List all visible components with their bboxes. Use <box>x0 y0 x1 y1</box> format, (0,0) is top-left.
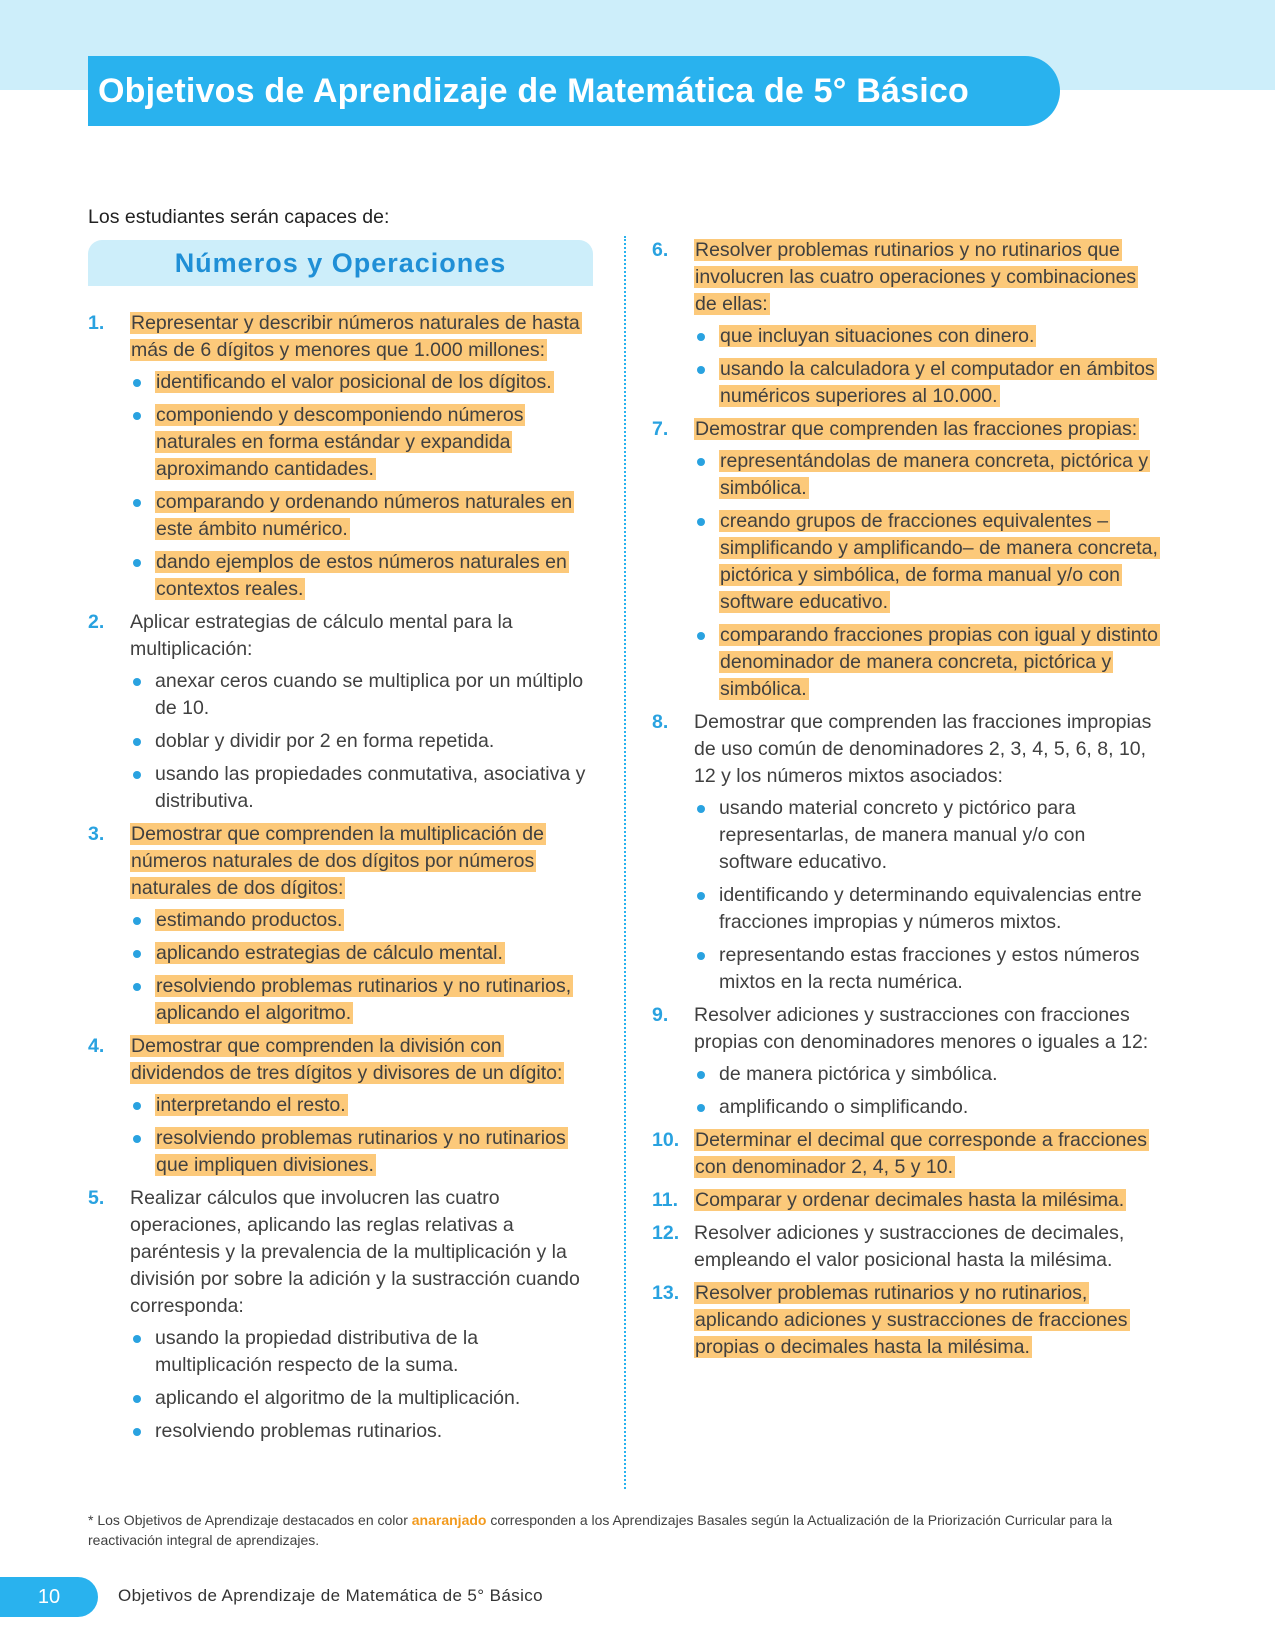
bullet-text: estimando productos. <box>156 909 343 931</box>
objective-item <box>652 1127 1162 1181</box>
bullet-text: amplificando o simplificando. <box>719 1096 969 1118</box>
objective-bullet <box>694 1094 1162 1121</box>
bullet-text: representándolas de manera concreta, pictórica y simbólica. <box>720 450 1149 499</box>
bullet-text: dando ejemplos de estos números naturales en contextos reales. <box>156 551 567 600</box>
column-divider <box>624 236 626 1489</box>
bullet-text: identificando el valor posicional de los dígitos. <box>156 371 552 393</box>
objective-text: Resolver problemas rutinarios y no rutinarios que involucren las cuatro operaciones y combinaciones de ellas: <box>695 239 1137 315</box>
bullet-text: interpretando el resto. <box>156 1094 346 1116</box>
objectives-column-right <box>652 237 1162 1367</box>
objective-item <box>652 1280 1162 1361</box>
objective-bullet <box>694 323 1162 350</box>
objective-bullet <box>694 448 1162 502</box>
objective-bullet-list <box>694 795 1162 996</box>
objective-bullet <box>130 761 598 815</box>
footnote <box>88 1510 1188 1550</box>
objective-text: Realizar cálculos que involucren las cuatro operaciones, aplicando las reglas relativas a paréntesis y la prevalencia de la multiplicación y la división por sobre la adición y la sustracción cuando corresponda: <box>130 1187 580 1317</box>
objective-text: Aplicar estrategias de cálculo mental para la multiplicación: <box>130 611 513 660</box>
objective-bullet-list <box>130 1092 598 1179</box>
bullet-text: usando la propiedad distributiva de la multiplicación respecto de la suma. <box>155 1327 479 1376</box>
objective-text: Comparar y ordenar decimales hasta la milésima. <box>695 1189 1125 1211</box>
bullet-text: usando material concreto y pictórico para representarlas, de manera manual y/o con software educativo. <box>719 797 1086 873</box>
bullet-text: creando grupos de fracciones equivalentes –simplificando y amplificando– de manera concreta, pictórica y simbólica, de forma manual y/o con software educativo. <box>720 510 1158 613</box>
objective-bullet <box>694 795 1162 876</box>
bullet-text: usando la calculadora y el computador en ámbitos numéricos superiores al 10.000. <box>720 358 1155 407</box>
objective-item <box>652 1187 1162 1214</box>
bullet-text: resolviendo problemas rutinarios y no rutinarios que impliquen divisiones. <box>156 1127 566 1176</box>
objective-item <box>652 237 1162 410</box>
objective-bullet <box>694 942 1162 996</box>
objective-item <box>652 1002 1162 1121</box>
objective-bullet <box>130 489 598 543</box>
objective-text: Demostrar que comprenden las fracciones impropias de uso común de denominadores 2, 3, 4, 5, 6, 8, 10, 12 y los números mixtos asociados: <box>694 711 1152 787</box>
bullet-text: de manera pictórica y simbólica. <box>719 1063 998 1085</box>
objective-number: 8. <box>652 711 669 733</box>
objective-number: 12. <box>652 1222 680 1244</box>
objective-number: 9. <box>652 1004 669 1026</box>
objective-bullet <box>130 907 598 934</box>
objective-bullet <box>694 882 1162 936</box>
objective-bullet <box>694 622 1162 703</box>
objectives-column-left <box>88 310 598 1451</box>
page-number: 10 <box>37 1585 61 1608</box>
objective-item <box>88 1033 598 1179</box>
footnote-emphasis: anaranjado <box>411 1512 487 1528</box>
objective-bullet <box>694 356 1162 410</box>
objective-text: Demostrar que comprenden la multiplicación de números naturales de dos dígitos por números naturales de dos dígitos: <box>131 823 544 899</box>
bullet-text: resolviendo problemas rutinarios y no rutinarios, aplicando el algoritmo. <box>156 975 572 1024</box>
bullet-text: doblar y dividir por 2 en forma repetida. <box>155 730 495 752</box>
page-number-tab <box>0 1577 98 1617</box>
bullet-text: aplicando el algoritmo de la multiplicación. <box>155 1387 521 1409</box>
objective-item <box>652 1220 1162 1274</box>
objective-bullet <box>130 1092 598 1119</box>
objective-item <box>88 1185 598 1445</box>
footnote-text-after: corresponden a los Aprendizajes Basales según la Actualización de la Priorización Curricular para la reactivación integral de aprendizajes. <box>88 1512 1113 1548</box>
objective-bullet <box>130 369 598 396</box>
bullet-text: resolviendo problemas rutinarios. <box>155 1420 443 1442</box>
objective-text: Demostrar que comprenden la división con dividendos de tres dígitos y divisores de un dígito: <box>131 1035 563 1084</box>
objective-number: 5. <box>88 1187 105 1209</box>
objective-number: 7. <box>652 418 669 440</box>
bullet-text: comparando y ordenando números naturales en este ámbito numérico. <box>156 491 573 540</box>
section-header <box>88 240 593 286</box>
objective-number: 10. <box>652 1129 680 1151</box>
objective-bullet-list <box>694 1061 1162 1121</box>
page-title: Objetivos de Aprendizaje de Matemática de 5° Básico <box>98 71 969 110</box>
title-banner <box>88 56 1060 126</box>
objective-item <box>652 416 1162 703</box>
section-title: Números y Operaciones <box>174 247 507 278</box>
intro-text: Los estudiantes serán capaces de: <box>88 206 390 228</box>
objective-text: Resolver adiciones y sustracciones con fracciones propias con denominadores menores o iguales a 12: <box>694 1004 1149 1053</box>
objective-bullet <box>130 668 598 722</box>
bullet-text: anexar ceros cuando se multiplica por un múltiplo de 10. <box>155 670 584 719</box>
objective-bullet <box>694 1061 1162 1088</box>
objective-number: 4. <box>88 1035 105 1057</box>
footer-title: Objetivos de Aprendizaje de Matemática de 5° Básico <box>118 1586 544 1605</box>
objective-bullet-list <box>130 907 598 1027</box>
objective-number: 2. <box>88 611 105 633</box>
objective-bullet-list <box>694 448 1162 703</box>
objective-number: 3. <box>88 823 105 845</box>
objective-bullet <box>130 402 598 483</box>
objective-bullet <box>130 973 598 1027</box>
objective-text: Representar y describir números naturales de hasta más de 6 dígitos y menores que 1.000 millones: <box>131 312 580 361</box>
objective-number: 13. <box>652 1282 680 1304</box>
objective-bullet-list <box>130 1325 598 1445</box>
objective-bullet <box>130 1125 598 1179</box>
objective-item <box>88 609 598 815</box>
objective-number: 1. <box>88 312 105 334</box>
objective-item <box>652 709 1162 996</box>
objective-bullet <box>130 728 598 755</box>
objective-text: Determinar el decimal que corresponde a fracciones con denominador 2, 4, 5 y 10. <box>695 1129 1147 1178</box>
objective-number: 6. <box>652 239 669 261</box>
footnote-text-before: * Los Objetivos de Aprendizaje destacados en color <box>88 1512 412 1528</box>
objective-bullet-list <box>694 323 1162 410</box>
bullet-text: que incluyan situaciones con dinero. <box>720 325 1035 347</box>
objective-item <box>88 821 598 1027</box>
objective-item <box>88 310 598 603</box>
bullet-text: representando estas fracciones y estos números mixtos en la recta numérica. <box>719 944 1140 993</box>
objective-bullet-list <box>130 668 598 815</box>
bullet-text: identificando y determinando equivalencias entre fracciones impropias y números mixtos. <box>719 884 1142 933</box>
objective-bullet <box>130 940 598 967</box>
bullet-text: aplicando estrategias de cálculo mental. <box>156 942 503 964</box>
objective-text: Resolver problemas rutinarios y no rutinarios, aplicando adiciones y sustracciones de fracciones propias o decimales hasta la milésima. <box>695 1282 1128 1358</box>
objective-bullet <box>130 1418 598 1445</box>
bullet-text: componiendo y descomponiendo números naturales en forma estándar y expandida aproximando cantidades. <box>156 404 524 480</box>
objective-text: Resolver adiciones y sustracciones de decimales, empleando el valor posicional hasta la milésima. <box>694 1222 1125 1271</box>
bullet-text: usando las propiedades conmutativa, asociativa y distributiva. <box>155 763 586 812</box>
objective-bullet <box>130 1325 598 1379</box>
objective-bullet <box>694 508 1162 616</box>
objective-number: 11. <box>652 1189 679 1211</box>
objective-bullet <box>130 1385 598 1412</box>
objective-bullet-list <box>130 369 598 603</box>
bullet-text: comparando fracciones propias con igual y distinto denominador de manera concreta, pictórica y simbólica. <box>720 624 1158 700</box>
objective-text: Demostrar que comprenden las fracciones propias: <box>695 418 1138 440</box>
objective-bullet <box>130 549 598 603</box>
